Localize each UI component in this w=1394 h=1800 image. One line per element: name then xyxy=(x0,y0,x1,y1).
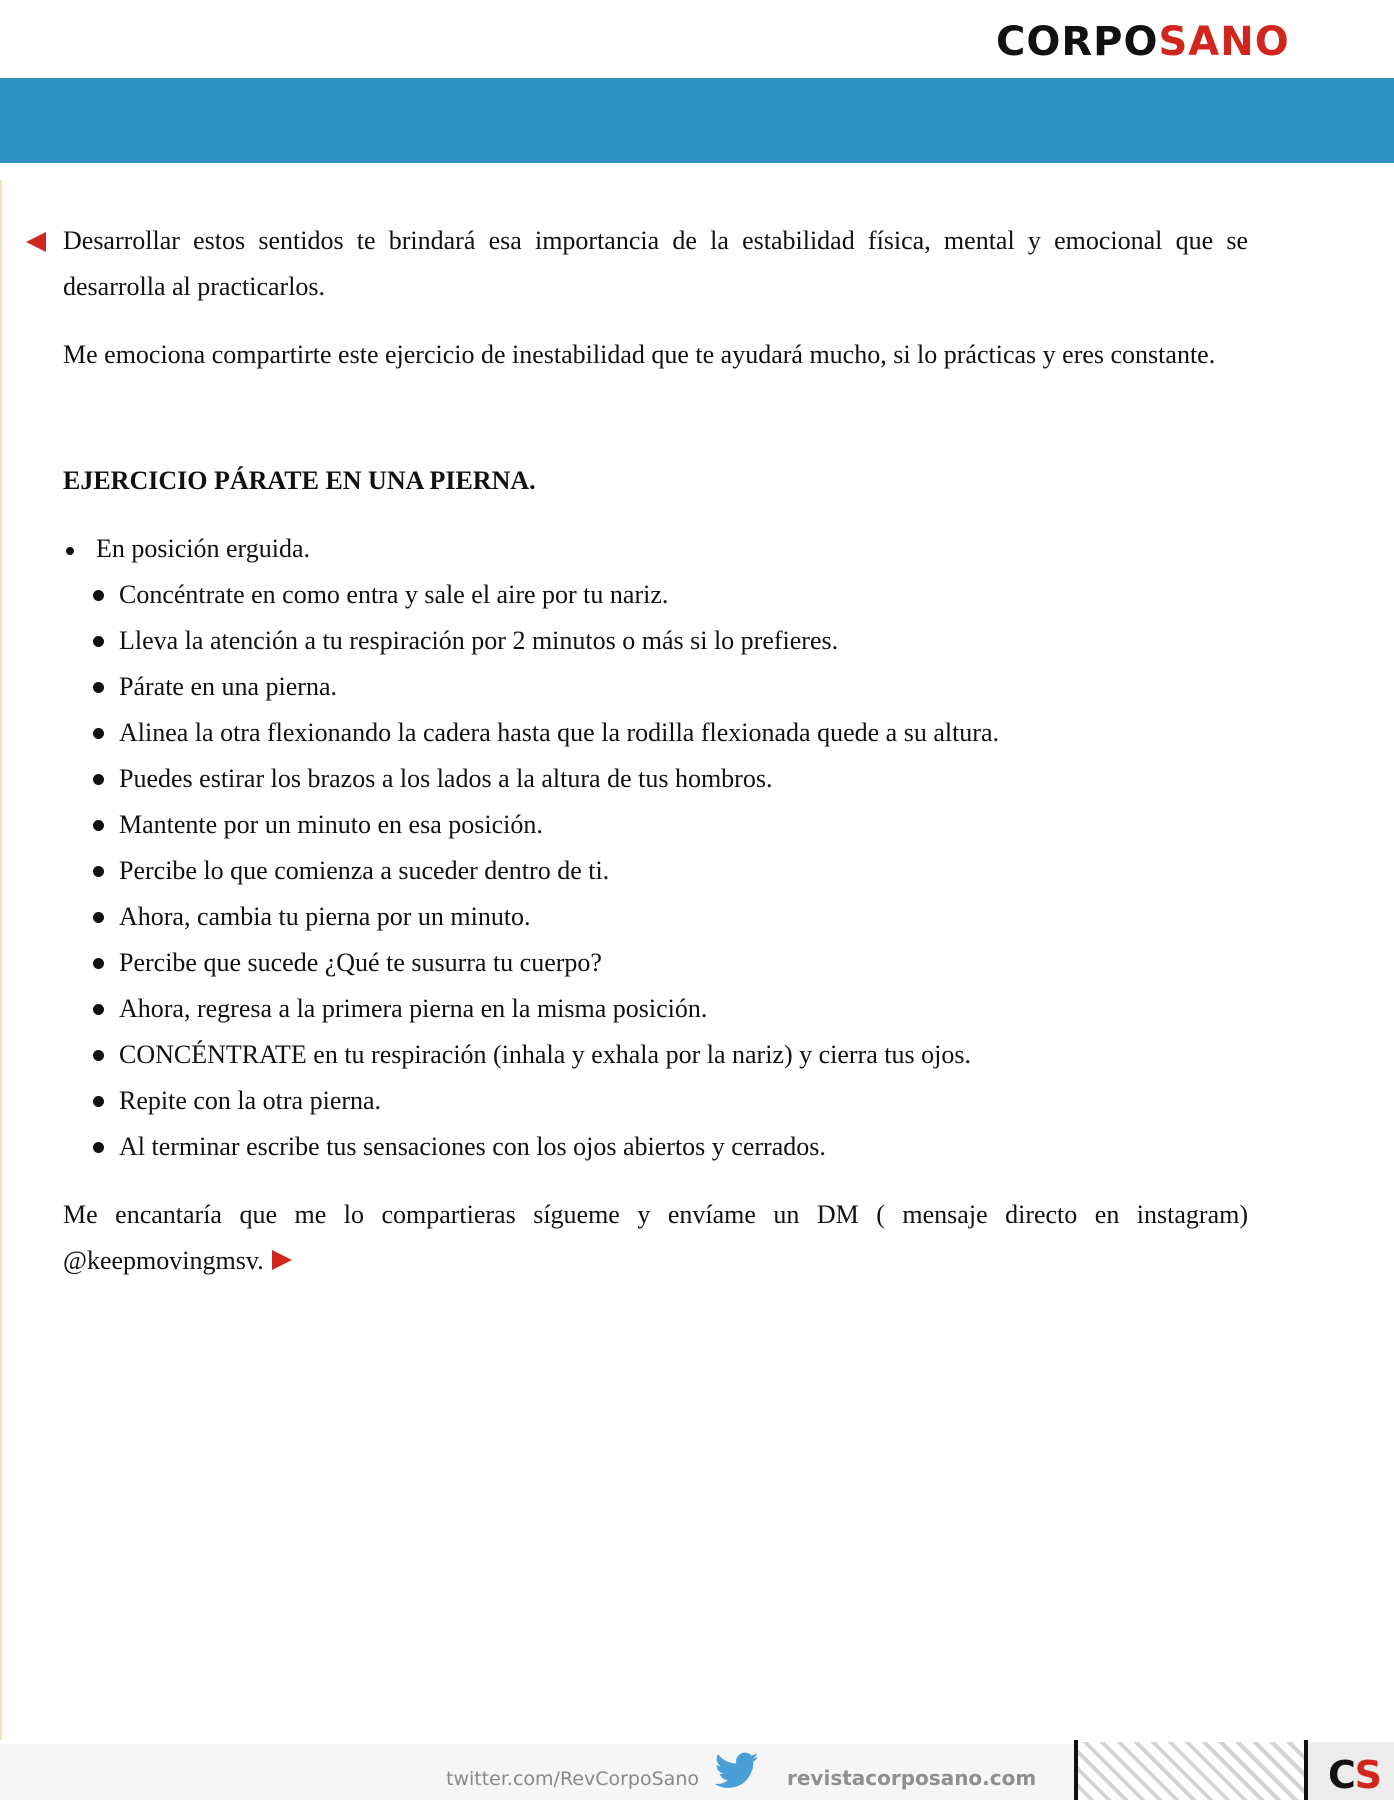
footer-stripes xyxy=(1078,1742,1304,1800)
step-text: Ahora, cambia tu pierna por un minuto. xyxy=(119,902,531,931)
step-item xyxy=(93,710,1215,756)
bullet-icon xyxy=(93,912,104,923)
cs-logo-s: S xyxy=(1354,1753,1380,1797)
bullet-icon xyxy=(93,636,104,647)
exercise-heading: EJERCICIO PÁRATE EN UNA PIERNA. xyxy=(63,466,536,495)
bullet-icon xyxy=(93,958,104,969)
step-text: Percibe que sucede ¿Qué te susurra tu cuerpo? xyxy=(119,948,602,977)
list-item-text: En posición erguida. xyxy=(96,534,310,563)
step-item xyxy=(93,618,1215,664)
bullet-icon xyxy=(93,1004,104,1015)
twitter-bird-icon xyxy=(715,1752,759,1794)
page-footer xyxy=(0,1740,1394,1800)
step-item xyxy=(93,1078,1215,1124)
step-item xyxy=(93,894,1215,940)
step-text: CONCÉNTRATE en tu respiración (inhala y exhala por la nariz) y cierra tus ojos. xyxy=(119,1040,971,1069)
bullet-icon xyxy=(93,1096,104,1107)
step-text: Alinea la otra flexionando la cadera hasta que la rodilla flexionada quede a su altura. xyxy=(119,718,1000,747)
corposano-logo xyxy=(996,19,1290,65)
step-text: Lleva la atención a tu respiración por 2 minutos o más si lo prefieres. xyxy=(119,626,839,655)
bullet-icon xyxy=(93,1142,104,1153)
step-text: Párate en una pierna. xyxy=(119,672,338,701)
intro-paragraph xyxy=(63,218,1248,310)
step-text: Al terminar escribe tus sensaciones con los ojos abiertos y cerrados. xyxy=(119,1132,826,1161)
bullet-icon xyxy=(93,728,104,739)
step-text: Repite con la otra pierna. xyxy=(119,1086,382,1115)
bullet-icon xyxy=(93,866,104,877)
logo-corpo: CORPO xyxy=(996,19,1159,65)
cs-logo xyxy=(1328,1753,1380,1797)
closing-text: Me encantaría que me lo compartieras sígueme y envíame un DM ( mensaje directo en instagram) @keepmovingmsv. xyxy=(63,1200,1248,1275)
cs-logo-c: C xyxy=(1328,1753,1355,1797)
cs-logo-box xyxy=(1308,1742,1394,1800)
intro-text: Desarrollar estos sentidos te brindará esa importancia de la estabilidad física, mental y emocional que se desarrolla al practicarlos. xyxy=(63,226,1248,301)
closing-paragraph xyxy=(63,1192,1248,1284)
step-item xyxy=(93,986,1215,1032)
triangle-left-icon xyxy=(26,232,46,252)
second-paragraph: Me emociona compartirte este ejercicio de inestabilidad que te ayudará mucho, si lo prácticas y eres constante. xyxy=(63,340,1216,369)
step-item xyxy=(93,1032,1215,1078)
website-link[interactable]: revistacorposano.com xyxy=(787,1766,1037,1790)
bullet-icon xyxy=(93,1050,104,1061)
step-item xyxy=(93,802,1215,848)
step-item xyxy=(93,572,1215,618)
bullet-icon xyxy=(93,682,104,693)
logo-sano: SANO xyxy=(1158,19,1290,65)
article-body xyxy=(63,218,1248,1306)
triangle-right-icon xyxy=(272,1250,292,1270)
step-text: Ahora, regresa a la primera pierna en la misma posición. xyxy=(119,994,708,1023)
margin-decoration xyxy=(0,180,2,1740)
step-list xyxy=(63,572,1215,1170)
step-item xyxy=(93,848,1215,894)
step-item xyxy=(93,1124,1215,1170)
header-band xyxy=(0,78,1394,163)
list-item xyxy=(63,526,1248,1170)
exercise-list xyxy=(63,526,1248,1170)
step-item xyxy=(93,940,1215,986)
step-item xyxy=(93,756,1215,802)
step-text: Mantente por un minuto en esa posición. xyxy=(119,810,543,839)
bullet-icon xyxy=(93,820,104,831)
step-item xyxy=(93,664,1215,710)
bullet-icon xyxy=(93,774,104,785)
step-text: Concéntrate en como entra y sale el aire por tu nariz. xyxy=(119,580,669,609)
step-text: Percibe lo que comienza a suceder dentro de ti. xyxy=(119,856,610,885)
bullet-icon xyxy=(66,547,74,555)
step-text: Puedes estirar los brazos a los lados a la altura de tus hombros. xyxy=(119,764,773,793)
bullet-icon xyxy=(93,590,104,601)
twitter-link[interactable]: twitter.com/RevCorpoSano xyxy=(446,1768,699,1790)
